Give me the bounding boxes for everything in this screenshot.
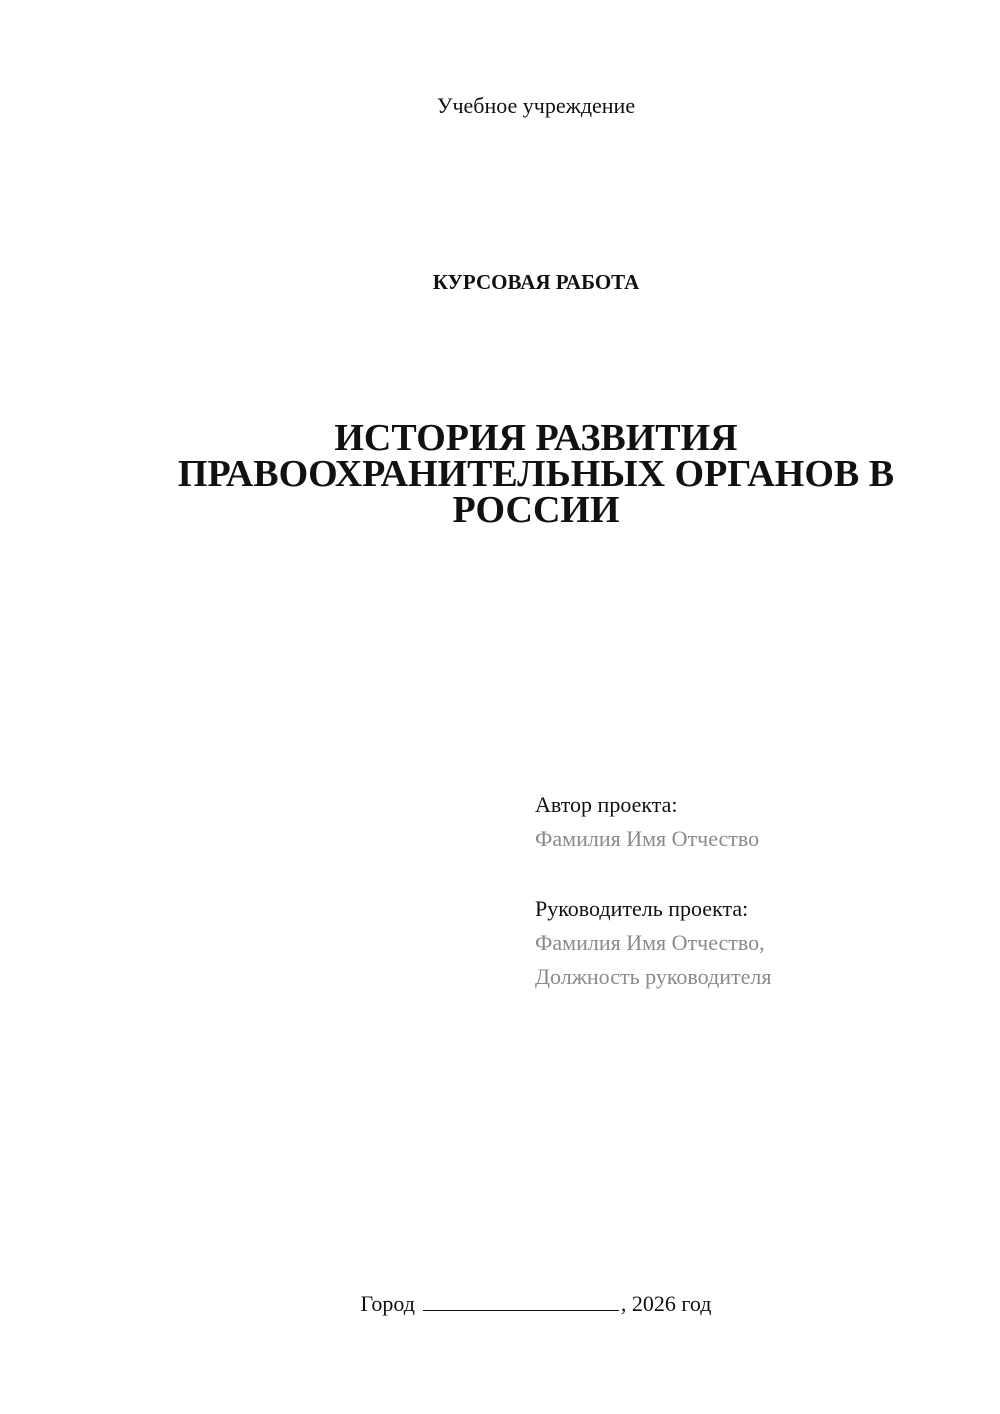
work-title-line: ПРАВООХРАНИТЕЛЬНЫХ ОРГАНОВ В bbox=[177, 453, 895, 495]
credits-spacer bbox=[535, 856, 975, 892]
work-title-line: РОССИИ bbox=[452, 489, 620, 531]
city-blank-underline bbox=[423, 1290, 619, 1311]
credits-block bbox=[535, 788, 975, 994]
city-label: Город bbox=[360, 1291, 415, 1316]
year-text: , 2026 год bbox=[620, 1291, 712, 1316]
city-year-line bbox=[0, 1290, 1000, 1318]
author-name: Фамилия Имя Отчество bbox=[535, 826, 760, 851]
work-title bbox=[100, 417, 972, 531]
work-title-line: ИСТОРИЯ РАЗВИТИЯ bbox=[334, 417, 738, 459]
supervisor-label: Руководитель проекта: bbox=[535, 896, 749, 921]
author-label: Автор проекта: bbox=[535, 792, 678, 817]
supervisor-name: Фамилия Имя Отчество, bbox=[535, 930, 765, 955]
institution-name: Учебное учреждение bbox=[436, 93, 636, 118]
supervisor-position: Должность руководителя bbox=[535, 964, 772, 989]
document-type: КУРСОВАЯ РАБОТА bbox=[432, 270, 640, 294]
